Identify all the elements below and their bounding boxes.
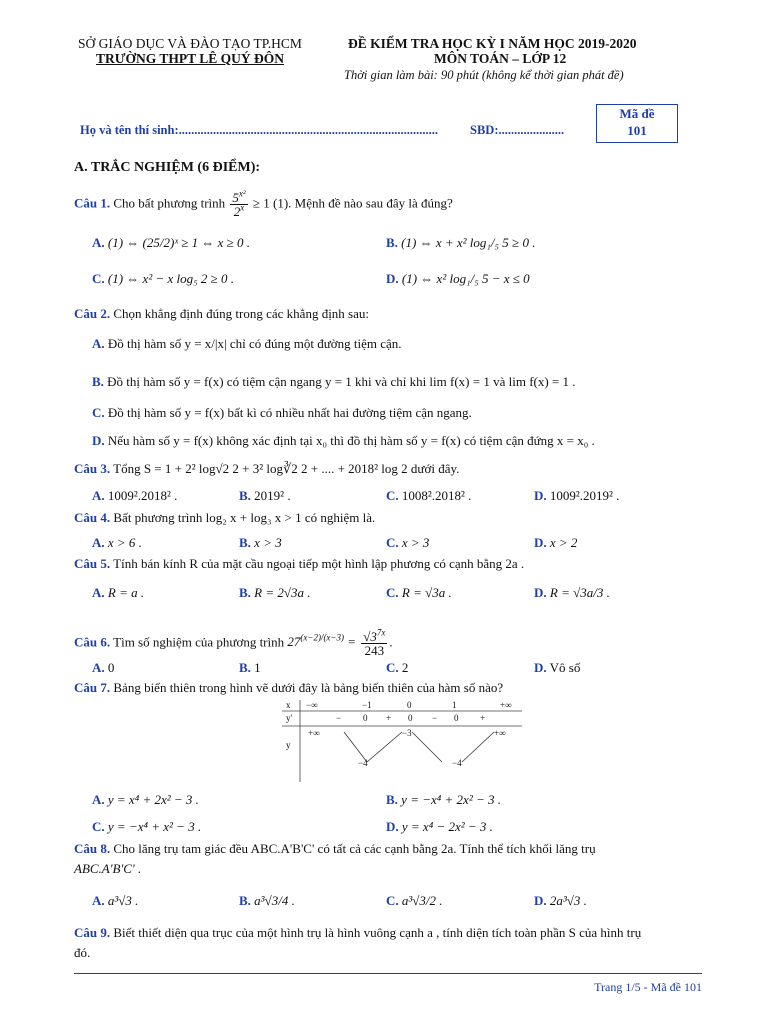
q8-option-a[interactable]: A. a³√3 . bbox=[92, 893, 139, 908]
q2-option-d[interactable]: D. Nếu hàm số y = f(x) không xác định tại x₀ thì đồ thị hàm số y = f(x) có tiệm cận đứng x = x₀ . bbox=[92, 433, 595, 448]
table-y-value: −4 bbox=[452, 758, 462, 768]
table-sign: + bbox=[480, 713, 486, 723]
q4-option-c[interactable]: C. x > 3 bbox=[386, 535, 430, 550]
student-name-line: Họ và tên thí sinh:................................................................................... bbox=[80, 123, 439, 137]
q7-option-b[interactable]: B. y = −x⁴ + 2x² − 3 . bbox=[386, 792, 501, 807]
question-4: Câu 4. Bất phương trình log₂ x + log₃ x > 1 có nghiệm là. bbox=[74, 510, 376, 525]
question-text: Cho bất phương trình bbox=[113, 195, 226, 211]
q1-option-a[interactable]: A. (1) ⇔ (25/2)ˣ ≥ 1 ⇔ x ≥ 0 . bbox=[92, 235, 251, 250]
q4-option-d[interactable]: D. x > 2 bbox=[534, 535, 578, 550]
q3-option-b[interactable]: B. 2019² . bbox=[239, 488, 291, 503]
exam-code-value: 101 bbox=[627, 123, 647, 138]
table-x-1: 1 bbox=[452, 700, 457, 710]
section-a-title: A. TRẮC NGHIỆM (6 ĐIỂM): bbox=[74, 160, 261, 175]
question-9-cont: đó. bbox=[74, 945, 91, 960]
table-x-minus1: −1 bbox=[362, 700, 372, 710]
fraction: $\frac{5^{x^2}}{2^x}$ bbox=[232, 188, 246, 219]
q8-option-c[interactable]: C. a³√3/2 . bbox=[386, 893, 443, 908]
q1-option-d[interactable]: D. (1) ⇔ x² log₁/₅ 5 − x ≤ 0 bbox=[386, 271, 530, 286]
q4-option-a[interactable]: A. x > 6 . bbox=[92, 535, 142, 550]
question-6: Câu 6. Tìm số nghiệm của phương trình $27^{(x-2)/(x-3)}$ = $\frac{√3^{7x}}{243}$ . bbox=[74, 627, 393, 658]
table-sign: − bbox=[336, 713, 342, 723]
q6-option-c[interactable]: C. 2 bbox=[386, 660, 409, 675]
q8-option-b[interactable]: B. a³√3/4 . bbox=[239, 893, 295, 908]
question-2: Câu 2. Chọn khẳng định đúng trong các khẳng định sau: bbox=[74, 306, 370, 321]
table-sign: + bbox=[386, 713, 392, 723]
fraction: $\frac{√3^{7x}}{243}$ bbox=[363, 627, 386, 658]
table-y-value: +∞ bbox=[308, 728, 320, 738]
question-7: Câu 7. Bảng biến thiên trong hình vẽ dưới đây là bảng biến thiên của hàm số nào? bbox=[74, 680, 504, 695]
q4-option-b[interactable]: B. x > 3 bbox=[239, 535, 282, 550]
q7-option-d[interactable]: D. y = x⁴ − 2x² − 3 . bbox=[386, 819, 493, 834]
q2-option-b[interactable]: B. Đồ thị hàm số y = f(x) có tiệm cận ngang y = 1 khi và chỉ khi lim f(x) = 1 và lim f(x) = 1 . bbox=[92, 374, 576, 389]
q5-option-d[interactable]: D. R = √3a/3 . bbox=[534, 585, 610, 600]
question-9: Câu 9. Biết thiết diện qua trục của một hình trụ là hình vuông cạnh a , tính diện tích toàn phần S của hình trụ bbox=[74, 925, 642, 940]
table-sign: − bbox=[432, 713, 438, 723]
table-x-0: 0 bbox=[407, 700, 412, 710]
q6-option-d[interactable]: D. Vô số bbox=[534, 660, 581, 675]
question-8-cont: ABC.A'B'C' . bbox=[74, 861, 142, 876]
table-x-label: x bbox=[286, 700, 291, 710]
table-yp-label: y' bbox=[286, 713, 293, 723]
question-number: Câu 1. bbox=[74, 195, 111, 211]
department-name: SỞ GIÁO DỤC VÀ ĐÀO TẠO TP.HCM bbox=[78, 36, 302, 51]
q3-option-a[interactable]: A. 1009².2018² . bbox=[92, 488, 178, 503]
question-5: Câu 5. Tính bán kính R của mặt cầu ngoại tiếp một hình lập phương có cạnh bằng 2a . bbox=[74, 556, 525, 571]
table-y-value: −4 bbox=[358, 758, 368, 768]
q1-option-c[interactable]: C. (1) ⇔ x² − x log₅ 2 ≥ 0 . bbox=[92, 271, 235, 286]
table-sign: 0 bbox=[363, 713, 368, 723]
table-sign: 0 bbox=[454, 713, 459, 723]
question-8: Câu 8. Cho lăng trụ tam giác đều ABC.A'B'C' có tất cả các cạnh bằng 2a. Tính thể tích khối lăng trụ bbox=[74, 841, 596, 856]
table-sign: 0 bbox=[408, 713, 413, 723]
page-footer: Trang 1/5 - Mã đề 101 bbox=[594, 980, 702, 994]
exam-code-box bbox=[596, 104, 678, 143]
q2-option-a[interactable]: A. Đồ thị hàm số y = x/|x| chỉ có đúng một đường tiệm cận. bbox=[92, 336, 402, 351]
table-x-pos-inf: +∞ bbox=[500, 700, 512, 710]
variation-table bbox=[282, 700, 522, 782]
q6-option-a[interactable]: A. 0 bbox=[92, 660, 115, 675]
equation: $27^{(x-2)/(x-3)}$ = bbox=[287, 633, 357, 650]
exam-title: ĐỀ KIỂM TRA HỌC KỲ I NĂM HỌC 2019-2020 bbox=[348, 36, 637, 51]
q5-option-c[interactable]: C. R = √3a . bbox=[386, 585, 452, 600]
q7-option-c[interactable]: C. y = −x⁴ + x² − 3 . bbox=[92, 819, 202, 834]
q3-option-d[interactable]: D. 1009².2019² . bbox=[534, 488, 620, 503]
q5-option-a[interactable]: A. R = a . bbox=[92, 585, 145, 600]
q1-option-b[interactable]: B. (1) ⇔ x + x² log₁/₅ 5 ≥ 0 . bbox=[386, 235, 536, 250]
subject-title: MÔN TOÁN – LỚP 12 bbox=[434, 51, 567, 66]
question-1 bbox=[74, 188, 453, 219]
school-name: TRƯỜNG THPT LÊ QUÝ ĐÔN bbox=[96, 51, 285, 66]
variation-table-lines bbox=[282, 700, 522, 782]
q2-option-c[interactable]: C. Đồ thị hàm số y = f(x) bất kì có nhiều nhất hai đường tiệm cận ngang. bbox=[92, 405, 472, 420]
exam-code-label: Mã đề bbox=[619, 106, 655, 121]
q5-option-b[interactable]: B. R = 2√3a . bbox=[239, 585, 311, 600]
question-3: Câu 3. Tổng S = 1 + 2² log√2 2 + 3² log∛2 2 + .... + 2018² log 2 dưới đây. bbox=[74, 461, 460, 476]
question-text: ≥ 1 (1). Mệnh đề nào sau đây là đúng? bbox=[252, 195, 453, 211]
q3-option-c[interactable]: C. 1008².2018² . bbox=[386, 488, 472, 503]
q8-option-d[interactable]: D. 2a³√3 . bbox=[534, 893, 587, 908]
table-x-neg-inf: −∞ bbox=[306, 700, 318, 710]
table-y-value: −3 bbox=[402, 728, 412, 738]
footer-divider bbox=[74, 973, 702, 974]
table-y-value: +∞ bbox=[494, 728, 506, 738]
sbd-line: SBD:..................... bbox=[470, 123, 565, 137]
q6-option-b[interactable]: B. 1 bbox=[239, 660, 261, 675]
time-note: Thời gian làm bài: 90 phút (không kể thời gian phát đề) bbox=[344, 68, 624, 82]
q7-option-a[interactable]: A. y = x⁴ + 2x² − 3 . bbox=[92, 792, 199, 807]
table-y-label: y bbox=[286, 740, 291, 750]
